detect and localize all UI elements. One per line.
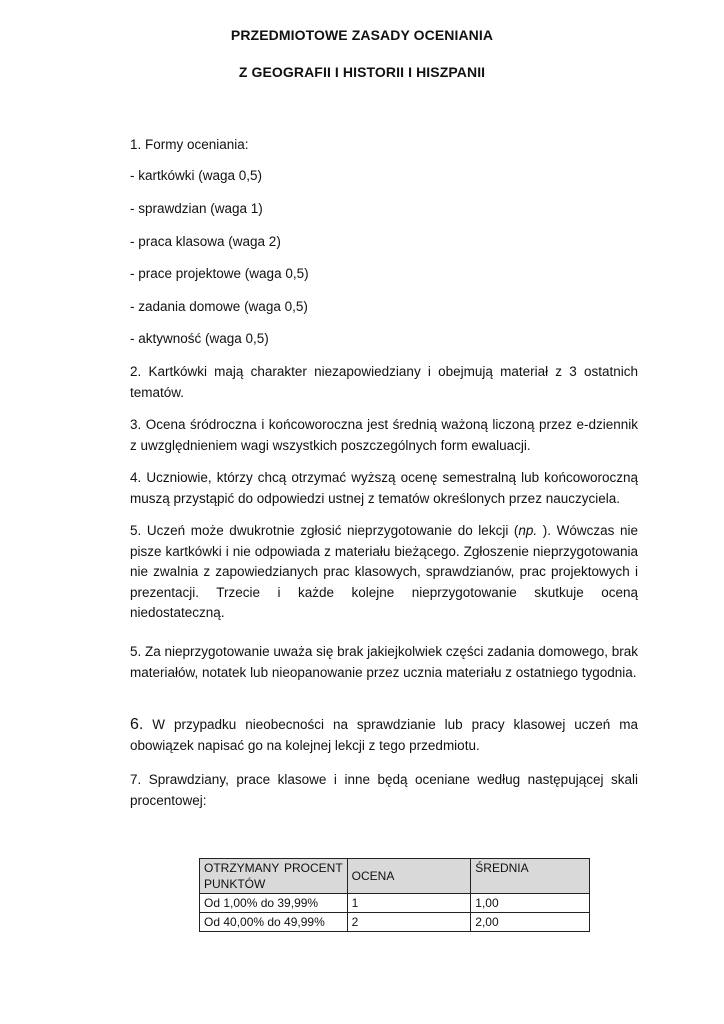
table-row [200,913,590,932]
paragraph-6 [130,715,638,756]
table-cell: 1 [347,894,471,913]
header-grade: OCENA [347,859,471,894]
paragraph-5a-italic: np. [518,523,538,538]
list-item: - sprawdzian (waga 1) [130,201,263,216]
list-item: - kartkówki (waga 0,5) [130,168,263,183]
section-heading: 1. Formy oceniania: [130,137,249,152]
document-subtitle: Z GEOGRAFII I HISTORII I HISZPANII [238,64,486,80]
table-header-row [200,859,590,894]
grading-scale-table [199,858,590,932]
header-percent: OTRZYMANY PROCENT PUNKTÓW [200,859,348,894]
document-title: PRZEDMIOTOWE ZASADY OCENIANIA [230,27,494,43]
paragraph-4: 4. Uczniowie, którzy chcą otrzymać wyższą ocenę semestralną lub końcoworoczną muszą przystąpić do odpowiedzi ustnej z tematów określonych przez nauczyciela. [130,470,638,506]
table-row [200,894,590,913]
paragraph-6-text: W przypadku nieobecności na sprawdzianie lub pracy klasowej uczeń ma obowiązek napisać go na kolejnej lekcji z tego przedmiotu. [130,717,638,753]
list-item: - zadania domowe (waga 0,5) [130,299,308,314]
paragraph-5b: 5. Za nieprzygotowanie uważa się brak jakiejkolwiek części zadania domowego, brak materiałów, notatek lub nieopanowanie przez ucznia materiału z ostatniego tygodnia. [130,644,639,680]
list-item: - aktywność (waga 0,5) [130,331,269,346]
paragraph-5a-text-start: 5. Uczeń może dwukrotnie zgłosić nieprzygotowanie do lekcji ( [130,523,519,538]
paragraph-3: 3. Ocena śródroczna i końcoworoczna jest średnią ważoną liczoną przez e-dziennik z uwzględnieniem wagi wszystkich poszczególnych form ewaluacji. [130,417,638,453]
list-item: - praca klasowa (waga 2) [130,234,281,249]
table-cell: Od 40,00% do 49,99% [200,913,348,932]
table-cell: 1,00 [471,894,590,913]
paragraph-6-number: 6. [130,716,144,733]
header-average: ŚREDNIA [471,859,590,894]
paragraph-5a [130,521,638,624]
list-item: - prace projektowe (waga 0,5) [130,266,309,281]
table-cell: Od 1,00% do 39,99% [200,894,348,913]
paragraph-7: 7. Sprawdziany, prace klasowe i inne będą oceniane według następującej skali procentowej: [130,772,638,808]
table-cell: 2 [347,913,471,932]
paragraph-2: 2. Kartkówki mają charakter niezapowiedziany i obejmują materiał z 3 ostatnich tematów. [130,364,638,400]
table-cell: 2,00 [471,913,590,932]
paragraph-5a-text-end: ). Wówczas nie pisze kartkówki i nie odpowiada z materiału bieżącego. Zgłoszenie nieprzygotowania nie zwalnia z zapowiedzianych prac klasowych, sprawdzianów, prac projektowych i prezentacji. Trzecie i każde kolejne nieprzygotowanie skutkuje oceną niedostateczną. [130,523,638,620]
